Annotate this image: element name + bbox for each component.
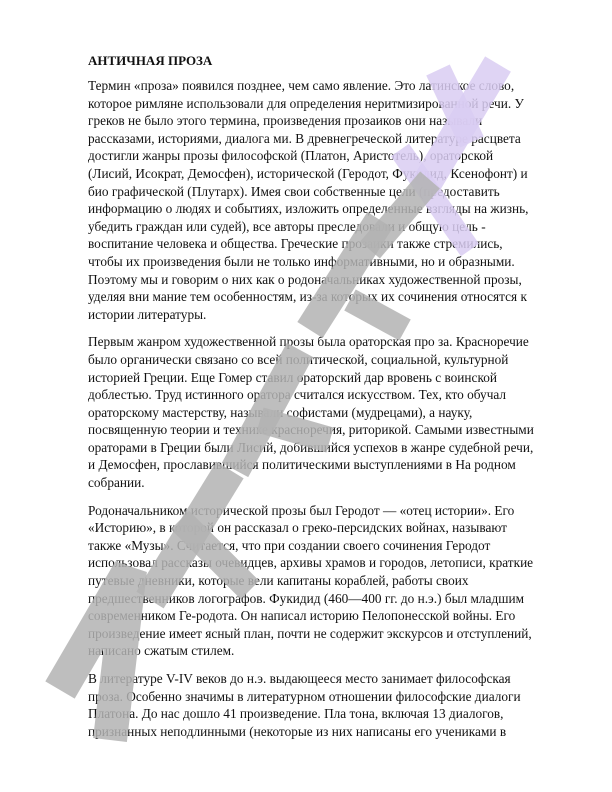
- paragraph-4: В литературе V-IV веков до н.э. выдающееся место занимает философская проза. Особенно значимы в литературном отношении философские диалоги Платона. До нас дошло 41 произведение. Пла тона, включая 13 диалогов, признанных неподлинными (некоторые из них написаны его учениками в: [88, 671, 521, 739]
- document-title: АНТИЧНАЯ ПРОЗА: [88, 53, 213, 68]
- paragraph-2: Первым жанром художественной прозы была ораторская про за. Красноречие было органически связано со всей политической, социальной, культурной историей Греции. Еще Гомер ставил ораторский дар вровень с воинской доблестью. Труд истинного оратора считался искусством. Тех, кто обучал ораторскому мастерству, называли софистами (мудрецами), а науку, посвященную теории и технике красноречия, риторикой. Самыми известными ораторами в Греции были Лисий, добившийся успехов в жанре судебной речи, и Демосфен, прославившийся политическими выступлениями в На родном собрании.: [88, 334, 534, 491]
- document-page: [88, 52, 540, 750]
- paragraph-1: Термин «проза» появился позднее, чем само явление. Это латинское слово, которое римляне использовали для определения неритмизированной речи. У греков не было этого термина, произведения прозаиков они называли рассказами, историями, диалога ми. В древнегреческой литературе расцвета достигли жанры прозы философской (Платон, Аристотель), ораторской (Лисий, Исократ, Демосфен), исторической (Геродот, Фукидид, Ксенофонт) и био графической (Плутарх). Имея свои собственные цели (предоставить информацию о людях и событиях, изложить определенные взгляды на жизнь, убедить граждан или судей), все авторы преследовали и общую цель - воспитание человека и общества. Греческие прозаики также стремились, чтобы их произведения были не только информативными, но и образными. Поэтому мы и говорим о них как о родоначальниках художественной прозы, уделяя вни мание тем особенностям, из-за которых их сочинения относятся к истории литературы.: [88, 78, 529, 322]
- paragraph-3: Родоначальником исторической прозы был Геродот — «отец истории». Его «Историю», в которой он рассказал о греко-персидских войнах, называют также «Музы». Считается, что при создании своего сочинения Геродот использовал рассказы очевидцев, архивы храмов и городов, летописи, краткие путевые дневники, которые вели капитаны кораблей, работы своих предшественников логографов. Фукидид (460—400 гг. до н.э.) был младшим современником Ге-родота. Он написал историю Пелопонесской войны. Его произведение имеет ясный план, почти не содержит экскурсов и отступлений, написано сжатым стилем.: [88, 502, 534, 659]
